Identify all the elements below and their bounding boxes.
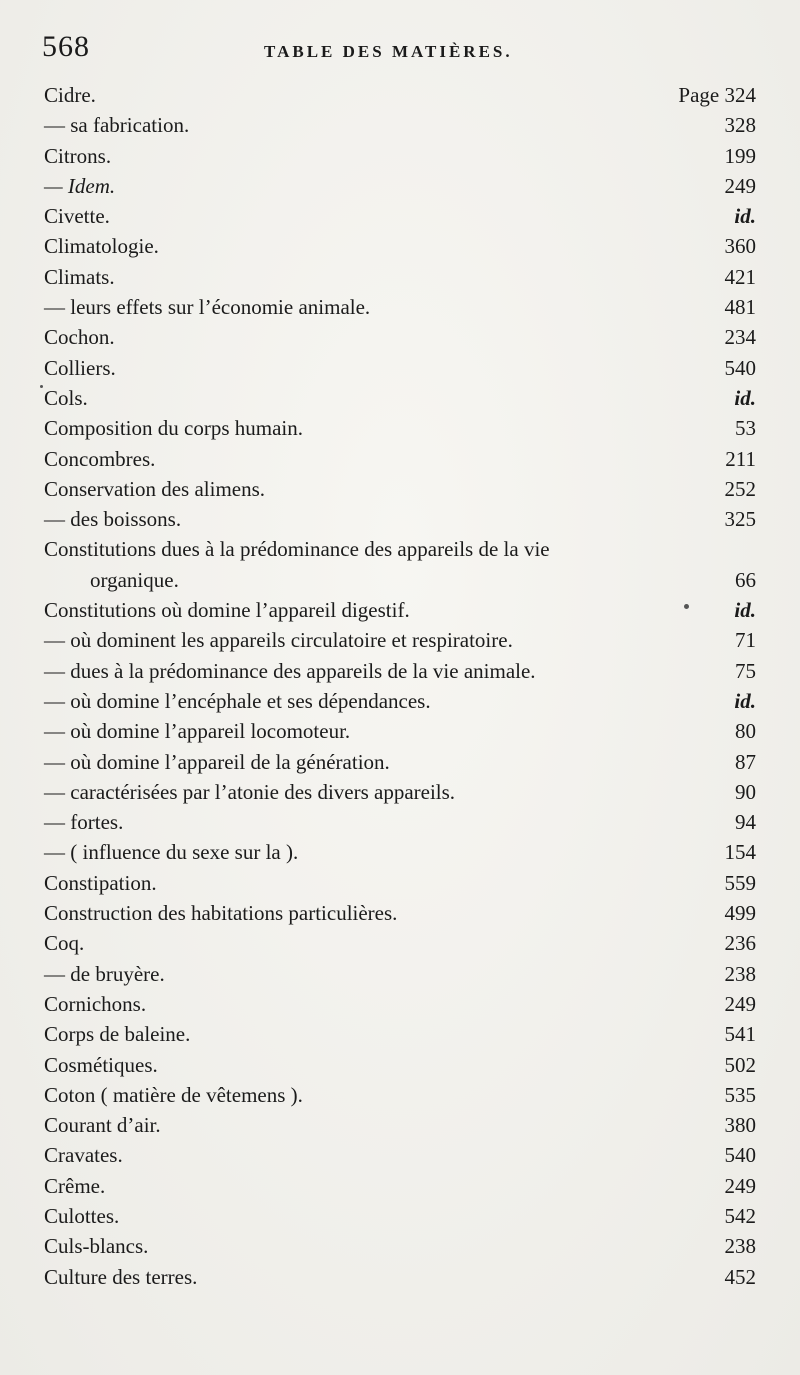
entry-label: Colliers.	[44, 355, 116, 380]
entry-page-number: 252	[724, 476, 756, 501]
entry-page-number: 502	[724, 1052, 756, 1077]
index-entry	[44, 1201, 756, 1231]
entry-label: Constipation.	[44, 870, 157, 895]
entry-page-number: id.	[734, 598, 756, 623]
entry-label: — où domine l’appareil locomoteur.	[44, 719, 351, 744]
index-entry	[44, 534, 756, 564]
entry-page-number: 87	[735, 749, 756, 774]
entry-page-number: 236	[724, 931, 756, 956]
entry-page-number: 80	[735, 719, 756, 744]
entry-page-number: 360	[724, 234, 756, 259]
entry-page-number: 234	[724, 325, 756, 350]
entry-page-number: 249	[724, 173, 756, 198]
entry-label: Coton ( matière de vêtemens ).	[44, 1082, 303, 1107]
index-entry	[44, 595, 756, 625]
entry-page-number: id.	[734, 204, 756, 229]
entry-page-number: 71	[735, 628, 756, 653]
index-entry	[44, 807, 756, 837]
index-entry	[44, 413, 756, 443]
entry-page-number: 199	[724, 143, 756, 168]
index-entry	[44, 444, 756, 474]
entry-label: Constitutions dues à la prédominance des appareils de la vie	[44, 537, 550, 562]
index-entry	[44, 625, 756, 655]
index-entry	[44, 837, 756, 867]
entry-label: Cosmétiques.	[44, 1052, 158, 1077]
entry-label: — dues à la prédominance des appareils de la vie animale.	[44, 658, 536, 683]
index-entry	[44, 262, 756, 292]
entry-label: Cols.	[44, 385, 88, 410]
entry-page-number: 249	[724, 1173, 756, 1198]
entry-label: Culs-blancs.	[44, 1234, 149, 1259]
index-entry	[44, 110, 756, 140]
entry-page-number: Page 324	[678, 83, 756, 107]
entry-page-number: 238	[724, 961, 756, 986]
entry-label: Concombres.	[44, 446, 156, 471]
entry-label: Climats.	[44, 264, 115, 289]
index-entry	[44, 1231, 756, 1261]
entry-label: Civette.	[44, 204, 110, 229]
index-entry	[44, 1050, 756, 1080]
entry-label: Climatologie.	[44, 234, 159, 259]
index-entry	[44, 898, 756, 928]
entry-page-number: 542	[724, 1203, 756, 1228]
entry-label: Coq.	[44, 931, 85, 956]
entry-page-number: 75	[735, 658, 756, 683]
index-entry	[44, 1110, 756, 1140]
entry-label: Composition du corps humain.	[44, 416, 303, 441]
index-entry	[44, 322, 756, 352]
entry-label: organique.	[90, 567, 179, 592]
entry-label: — des boissons.	[44, 507, 182, 532]
entry-page-number: 53	[735, 416, 756, 441]
page-number: 568	[42, 30, 90, 63]
index-entry	[44, 565, 756, 595]
entry-label: — leurs effets sur l’économie animale.	[44, 295, 371, 320]
entry-label: — ( influence du sexe sur la ).	[44, 840, 299, 865]
entry-label: — de bruyère.	[44, 961, 165, 986]
entry-label: — caractérisées par l’atonie des divers appareils.	[44, 779, 456, 804]
index-entry	[44, 686, 756, 716]
entry-page-number: 535	[724, 1082, 756, 1107]
entry-label: — où domine l’appareil de la génération.	[44, 749, 390, 774]
ink-speck	[684, 604, 689, 609]
entry-page-number: id.	[734, 385, 756, 410]
index-entry	[44, 1019, 756, 1049]
entry-label: Cochon.	[44, 325, 115, 350]
entry-page-number: 540	[724, 1143, 756, 1168]
index-entry	[44, 231, 756, 261]
entry-label: — où domine l’encéphale et ses dépendances.	[44, 688, 431, 713]
entry-page-number: 325	[724, 507, 756, 532]
index-entry	[44, 474, 756, 504]
entry-label: — où dominent les appareils circulatoire et respiratoire.	[44, 628, 513, 653]
entry-label: Cravates.	[44, 1143, 123, 1168]
entry-label: Crême.	[44, 1173, 106, 1198]
index-entry	[44, 141, 756, 171]
entry-label: Constitutions où domine l’appareil digestif.	[44, 598, 410, 623]
index-entry	[44, 959, 756, 989]
entry-page-number: 211	[725, 446, 756, 471]
entry-label: Culture des terres.	[44, 1264, 198, 1289]
index-entry	[44, 1171, 756, 1201]
entry-label: Culottes.	[44, 1203, 120, 1228]
entry-label: — Idem.	[44, 173, 116, 198]
entry-page-number: 541	[724, 1022, 756, 1047]
entry-page-number: 540	[724, 355, 756, 380]
index-entry	[44, 292, 756, 322]
index-entry	[44, 1262, 756, 1292]
index-entry	[44, 989, 756, 1019]
entry-page-number: 94	[735, 810, 756, 835]
entry-page-number: 238	[724, 1234, 756, 1259]
entry-label: Corps de baleine.	[44, 1022, 191, 1047]
index-entry	[44, 80, 756, 110]
index-entry	[44, 353, 756, 383]
entry-page-number: 380	[724, 1113, 756, 1138]
index-entry	[44, 716, 756, 746]
entry-page-number: 66	[735, 567, 756, 592]
running-title: TABLE DES MATIÈRES.	[264, 42, 513, 61]
index-entry	[44, 747, 756, 777]
index-entries	[44, 80, 756, 1292]
entry-page-number: 421	[724, 264, 756, 289]
entry-label: Cidre.	[44, 83, 96, 107]
index-entry	[44, 777, 756, 807]
entry-page-number: 154	[724, 840, 756, 865]
entry-page-number: 328	[724, 113, 756, 138]
index-entry	[44, 171, 756, 201]
index-entry	[44, 1140, 756, 1170]
index-entry	[44, 928, 756, 958]
index-entry	[44, 1080, 756, 1110]
entry-page-number: 452	[724, 1264, 756, 1289]
ink-speck	[40, 385, 43, 388]
entry-page-number: 559	[724, 870, 756, 895]
entry-page-number: 249	[724, 991, 756, 1016]
index-entry	[44, 868, 756, 898]
entry-label: Construction des habitations particulières.	[44, 901, 398, 926]
page-header	[42, 30, 758, 70]
entry-page-number: id.	[734, 688, 756, 713]
index-entry	[44, 201, 756, 231]
entry-label: Courant d’air.	[44, 1113, 161, 1138]
index-entry	[44, 504, 756, 534]
entry-label: Conservation des alimens.	[44, 476, 266, 501]
entry-label: Citrons.	[44, 143, 112, 168]
entry-page-number: 481	[724, 295, 756, 320]
index-entry	[44, 656, 756, 686]
entry-label: — sa fabrication.	[44, 113, 190, 138]
index-entry	[44, 383, 756, 413]
entry-label: Cornichons.	[44, 991, 147, 1016]
entry-page-number: 499	[724, 901, 756, 926]
entry-label: — fortes.	[44, 810, 124, 835]
entry-page-number: 90	[735, 779, 756, 804]
